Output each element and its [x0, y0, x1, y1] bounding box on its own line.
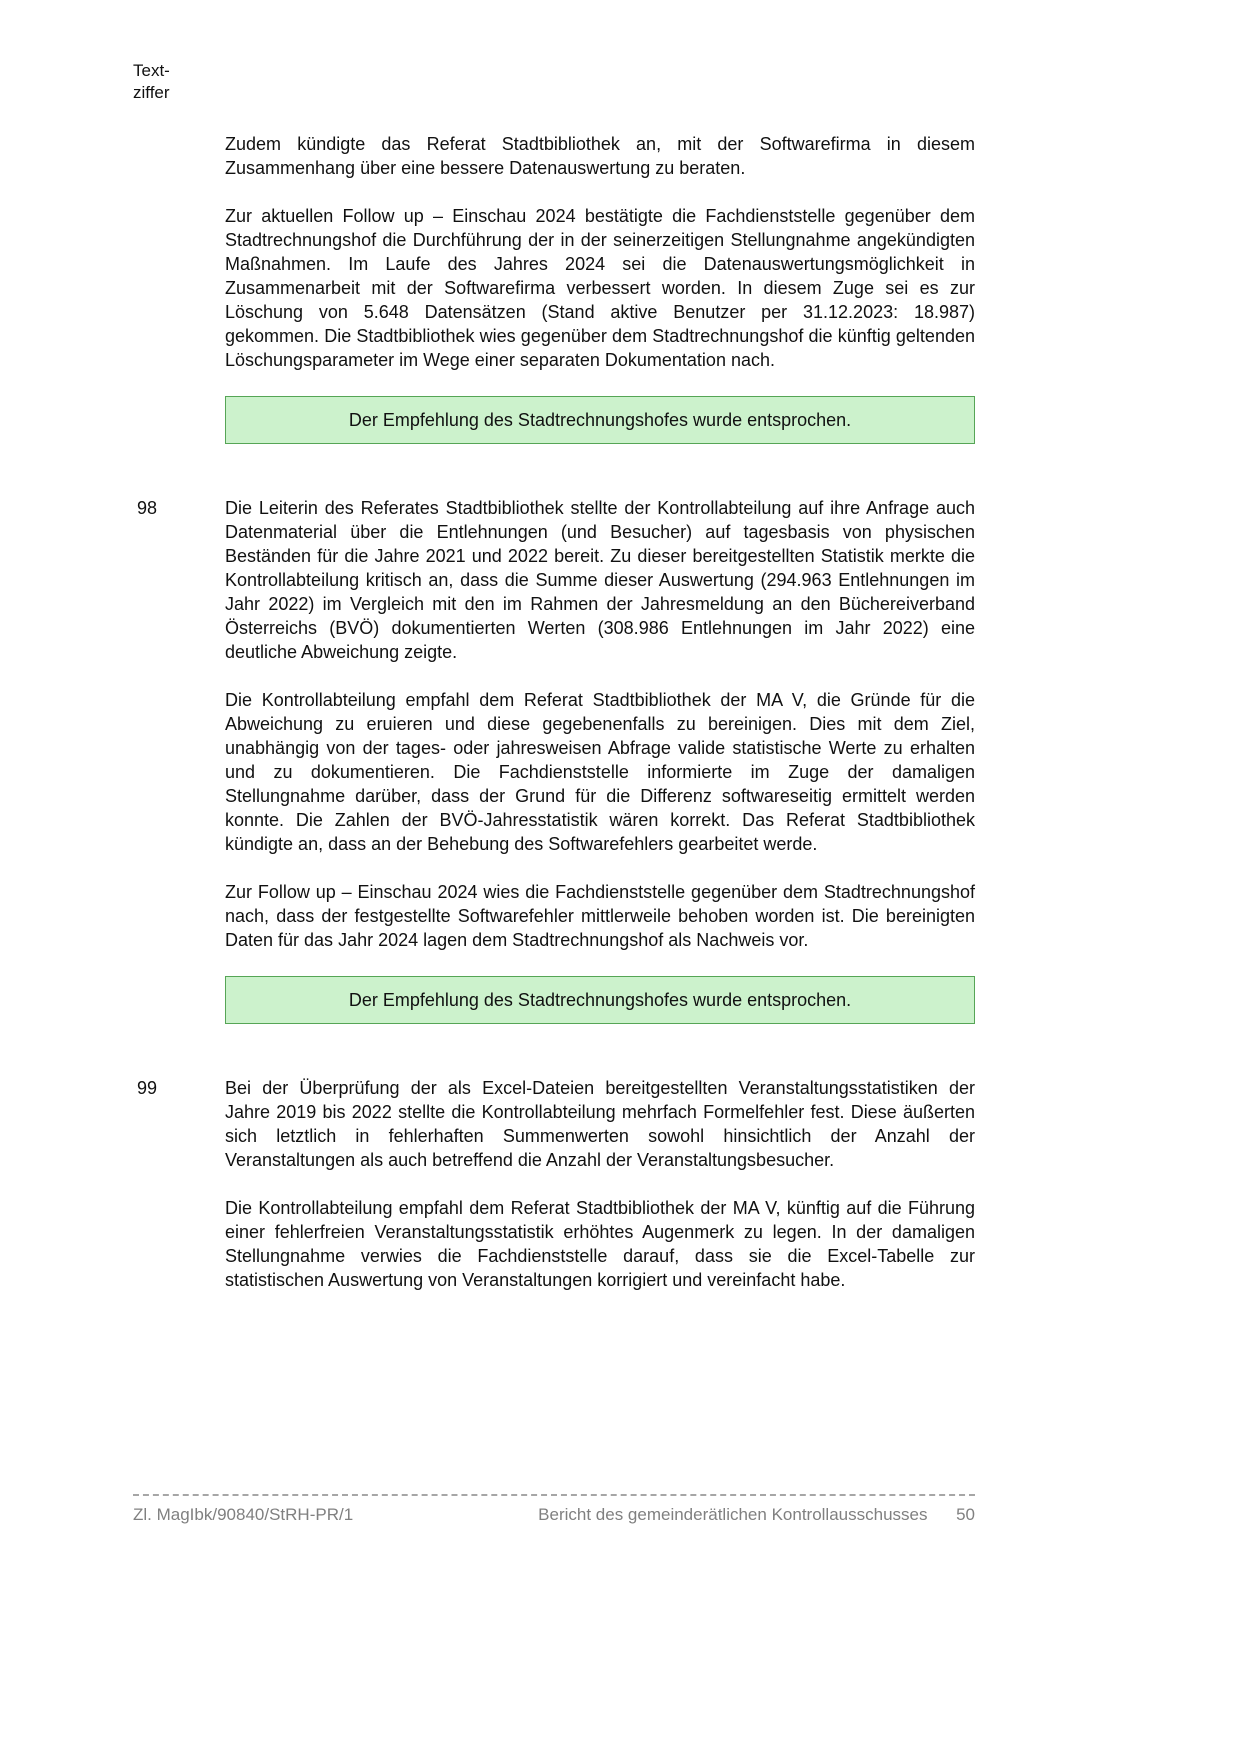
body-paragraph: Die Kontrollabteilung empfahl dem Referat Stadtbibliothek der MA V, die Gründe für die Abweichung zu eruieren und diese gegebenenfalls zu bereinigen. Dies mit dem Ziel, unabhängig von der tages- oder jahresweisen Abfrage valide statistische Werte zu erhalten und zu dokumentieren. Die Fachdienststelle informierte im Zuge der damaligen Stellungnahme darüber, dass der Grund für die Differenz softwareseitig ermittelt werden konnte. Die Zahlen der BVÖ-Jahresstatistik wären korrekt. Das Referat Stadtbibliothek kündigte an, dass an der Behebung des Softwarefehlers gearbeitet werde. — [225, 690, 975, 854]
footer-document-title: Bericht des gemeinderätlichen Kontrollausschusses — [538, 1505, 928, 1524]
recommendation-box — [225, 396, 975, 444]
recommendation-text: Der Empfehlung des Stadtrechnungshofes wurde entsprochen. — [348, 410, 852, 430]
body-paragraph: Die Kontrollabteilung empfahl dem Referat Stadtbibliothek der MA V, künftig auf die Führung einer fehlerfreien Veranstaltungsstatistik erhöhtes Augenmerk zu legen. In der damaligen Stellungnahme verwies die Fachdienststelle darauf, dass sie die Excel-Tabelle zur statistischen Auswertung von Veranstaltungen korrigiert und vereinfacht habe. — [225, 1198, 975, 1290]
recommendation-text: Der Empfehlung des Stadtrechnungshofes wurde entsprochen. — [348, 990, 852, 1010]
body-paragraph: Zur aktuellen Follow up – Einschau 2024 bestätigte die Fachdienststelle gegenüber dem Stadtrechnungshof die Durchführung der in der seinerzeitigen Stellungnahme angekündigten Maßnahmen. Im Laufe des Jahres 2024 sei die Datenauswertungsmöglichkeit in Zusammenarbeit mit der Softwarefirma verbessert worden. In diesem Zuge sei es zur Löschung von 5.648 Datensätzen (Stand aktive Benutzer per 31.12.2023: 18.987) gekommen. Die Stadtbibliothek wies gegenüber dem Stadtrechnungshof die künftig geltenden Löschungsparameter im Wege einer separaten Dokumentation nach. — [225, 206, 975, 370]
textziffer-label-line2: ziffer — [133, 83, 170, 102]
body-paragraph: Die Leiterin des Referates Stadtbibliothek stellte der Kontrollabteilung auf ihre Anfrage auch Datenmaterial über die Entlehnungen (und Besucher) auf tagesbasis von physischen Beständen für die Jahre 2021 und 2022 bereit. Zu dieser bereitgestellten Statistik merkte die Kontrollabteilung kritisch an, dass die Summe dieser Auswertung (294.963 Entlehnungen im Jahr 2022) im Vergleich mit den im Rahmen der Jahresmeldung an den Büchereiverband Österreichs (BVÖ) dokumentierten Werten (308.986 Entlehnungen im Jahr 2022) eine deutliche Abweichung zeigte. — [225, 498, 975, 662]
margin-number: 99 — [137, 1078, 158, 1098]
intro-block — [133, 132, 975, 444]
textziffer-column-label — [133, 60, 170, 104]
body-paragraph: Zudem kündigte das Referat Stadtbibliothek an, mit der Softwarefirma in diesem Zusammenhang über eine bessere Datenauswertung zu beraten. — [225, 134, 975, 178]
section-98 — [133, 496, 975, 1024]
footer-reference: Zl. MagIbk/90840/StRH-PR/1 — [133, 1505, 354, 1524]
page-content — [133, 132, 975, 1316]
footer-page-number: 50 — [956, 1505, 975, 1524]
textziffer-label-line1: Text- — [133, 61, 170, 80]
page-footer — [133, 1494, 975, 1525]
margin-number: 98 — [137, 498, 158, 518]
section-99 — [133, 1076, 975, 1292]
body-paragraph: Zur Follow up – Einschau 2024 wies die Fachdienststelle gegenüber dem Stadtrechnungshof nach, dass der festgestellte Softwarefehler mittlerweile behoben worden ist. Die bereinigten Daten für das Jahr 2024 lagen dem Stadtrechnungshof als Nachweis vor. — [225, 882, 975, 950]
recommendation-box — [225, 976, 975, 1024]
body-paragraph: Bei der Überprüfung der als Excel-Dateien bereitgestellten Veranstaltungsstatistiken der Jahre 2019 bis 2022 stellte die Kontrollabteilung mehrfach Formelfehler fest. Diese äußerten sich letztlich in fehlerhaften Summenwerten sowohl hinsichtlich der Anzahl der Veranstaltungen als auch betreffend die Anzahl der Veranstaltungsbesucher. — [225, 1078, 975, 1170]
